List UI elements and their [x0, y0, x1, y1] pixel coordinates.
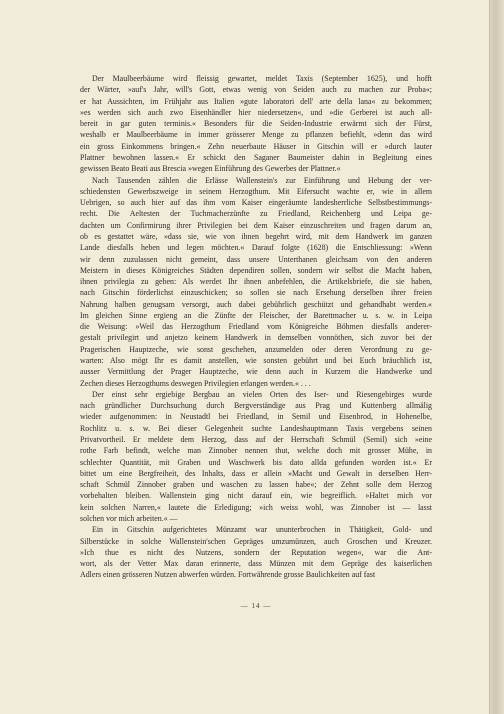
paragraph — [80, 73, 432, 175]
text-line: Silberstücke in solche Wallenstein'schen Gepräges umzumünzen, auch Groschen und Kreuzer. — [80, 536, 432, 546]
text-line: nach Gitschin förderlichst einzuschicken; so sollen sie nach Ersehung derselben ihrer freien — [80, 288, 432, 298]
text-line: nach gründlicher Durchsuchung durch Bergverständige aus Prag und Kuttenberg allmälig — [80, 401, 432, 411]
paragraph — [80, 524, 432, 580]
text-line: ein gross Einkommens bringen.« Zehn neuerbaute Häuser in Gitschin will er »durch lauter — [80, 141, 432, 151]
text-line: Der einst sehr ergiebige Bergbau an vielen Orten des Iser- und Riesengebirges wurde — [92, 389, 432, 399]
text-line: Nach Tausenden zählen die Erlässe Wallenstein's zur Einführung und Hebung der ver- — [92, 175, 432, 185]
text-line: Zechen dieses Herzogthums deswegen Privilegien erlangen werden.« . . . — [80, 378, 311, 388]
text-line: Adlers einen grösseren Nutzen abwerfen würden. Fortwährende grosse Baulichkeiten auf fast — [80, 570, 376, 580]
text-line: warten: Also mögt Ihr es damit anstellen, wie sonsten gebührt und bei Euch bräuchlich ist, — [80, 356, 432, 366]
text-line: vorbehalten bleiben. Wallenstein ging nicht darauf ein, wie begreiflich. »Haltet mich vor — [80, 491, 432, 501]
text-line: bittet um eine Bergfreiheit, des Inhalts, dass er allein »Macht und Gewalt in derselben Herr- — [80, 468, 432, 478]
text-line: »es werden sich auch zwo Eisenhändler hier niedersetzen«, und »die Gerberei ist auch all- — [80, 107, 432, 117]
text-line: die Weisung: »Weil das Herzogthum Friedland vom Königreiche Böhmen diesfalls anderer- — [80, 322, 432, 332]
text-line: Nahrung halben genugsam versorgt, auch dabei gebührlich geschützt und gehandhabt werden.« — [80, 299, 432, 309]
text-line: Lande diesfalls heben und legen möchten.« Darauf folgte (1628) die Entschliessung: »Wenn — [80, 243, 432, 253]
text-line: bereit in gar guten terminis.« Besonders für die Seiden-Industrie erwärmt sich der Fürst, — [80, 119, 432, 129]
text-line: wort, als der Vetter Max daran erinnerte, dass Münzen mit dem Gepräge des kaiserlichen — [80, 559, 432, 569]
page-binding-edge — [489, 0, 504, 714]
text-line: Uebrigen, so auch hier auf das ihm vom Kaiser eingeräumte landesherrliche Selbstbestimmungs- — [80, 198, 432, 208]
text-line: »Ich thue es nicht des Nutzens, sondern der Reputation wegen«, war die Ant- — [80, 547, 432, 557]
paragraph — [80, 389, 432, 524]
text-line: Im gleichen Sinne ergieng an die Zünfte der Fleischer, der Barettmacher u. s. w. in Leipa — [80, 310, 432, 320]
text-line: gewissen Beato Beati aus Brescia »wegen Einführung des Gewerbes der Plattner.« — [80, 164, 341, 174]
body-text — [80, 73, 432, 581]
text-line: Privatvortheil. Er meldete dem Herzog, dass auf der Herrschaft Schmül (Semil) sich »eine — [80, 435, 432, 444]
text-line: schlechter Quantität, mit Graben und Waschwerk bis dato allda gefunden worden ist.« Er — [80, 457, 432, 467]
text-line: Pragerischen Hauptzeche, wie sonst geschehen, anzumelden oder deren Verordnung zu ge- — [80, 344, 432, 354]
text-line: weshalb er Maulbeerbäume in immer grösserer Menge zu pflanzen befiehlt, »denn das wird — [80, 130, 432, 140]
text-line: Meistern in dieses Königreiches Städten dependiren sollen, sondern wir selbst die Macht haben, — [80, 265, 432, 275]
text-line: er hat Aussichten, im Frühjahr aus Italien »gute laboratori dell' arte della lana« zu bekommen; — [80, 96, 432, 106]
text-line: ihnen privilegia zu geben: Als werdet Ihr ihnen anbefehlen, die Artikelsbriefe, die sie haben, — [80, 277, 432, 287]
text-line: ob es gestattet wäre, »dass sie, wie von ihnen begehrt wird, mit dem Handwerk im ganzen — [80, 231, 432, 241]
text-line: gestalt privilegirt und anjetzo keinem Handwerk in demselben vonnöthen, sich zuvor bei der — [80, 333, 432, 343]
text-line: Der Maulbeerbäume wird fleissig gewartet, meldet Taxis (September 1625), und hofft — [92, 74, 432, 83]
text-line: schaft Schmül Zinnober graben und waschen zu lassen habe«; der Zehnt solle dem Herzog — [80, 480, 432, 490]
text-line: Rochlitz u. s. w. Bei dieser Gelegenheit suchte Landeshauptmann Taxis vergebens seinen — [80, 423, 432, 433]
page-number: — 14 — — [240, 602, 272, 610]
text-line: der Wärter, »auf's Jahr, will's Gott, etwas wenig von Seiden auch zu machen zur Proba«; — [80, 85, 432, 95]
text-line: wir denn zuzulassen nicht gemeint, dass unsere Unterthanen gleichsam von den anderen — [80, 254, 432, 264]
text-line: Ein in Gitschin aufgerichtetes Münzamt war ununterbrochen in Thätigkeit, Gold- und — [92, 525, 432, 535]
text-line: Plattner bewohnen lassen.« Er schickt den Saganer Baumeister dahin in Begleitung eines — [80, 152, 432, 162]
text-line: schiedensten Gewerbszweige in seinem Herzogthum. Mit Eifersucht wachte er, wie in allem — [80, 186, 432, 196]
text-line: wieder aufgenommen: in Neustadtl bei Friedland, in Semil und Eisenbrod, in Hohenelbe, — [80, 412, 432, 422]
text-line: kein solchen Narren,« lautete die Erledigung; »ich weiss wohl, was Zinnober ist — lasst — [80, 502, 432, 512]
text-line: rothe Farb befindt, welche man Zinnober nennen thut, welche doch mit grosser Mühe, in — [80, 446, 432, 456]
text-line: ausser Vermittlung der Prager Hauptzeche, wie denn auch in Kurzem die Handwerke und — [80, 367, 432, 377]
paragraph — [80, 175, 432, 389]
text-line: recht. Die Aeltesten der Tuchmacherzünfte zu Friedland, Reichenberg und Leipa ge- — [80, 209, 432, 219]
text-line: dachten um Confirmirung ihrer Privilegien bei dem Kaiser einzuschreiten und fragen darum an, — [80, 220, 432, 230]
text-line: solchen vor mich arbeiten.« — — [80, 513, 178, 523]
